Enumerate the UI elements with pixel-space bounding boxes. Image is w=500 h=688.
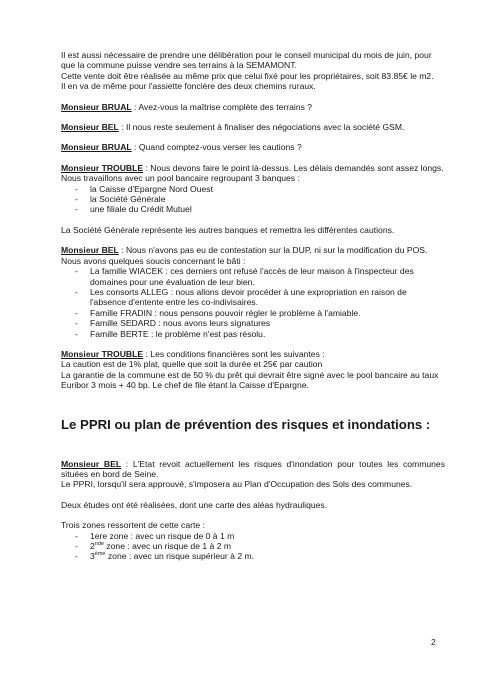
page-content xyxy=(61,50,445,562)
list-item: - la Caisse d'Epargne Nord Ouest xyxy=(75,184,445,194)
speaker-name: Monsieur BRUAL xyxy=(61,142,132,153)
speaker-name: Monsieur TROUBLE xyxy=(61,348,144,359)
caution-line: La caution est de 1% plat, quelle que soit la durée et 25€ par caution xyxy=(61,359,323,370)
banks-conclusion: La Société Générale représente les autres banques et remettra les différentes cautions. xyxy=(61,224,395,235)
list-item: - La famille WIACEK : ces derniers ont refusé l'accès de leur maison à l'inspecteur des domaines pour une évaluation de leur bien. xyxy=(75,266,445,287)
garantie-line: La garantie de la commune est de 50 % du prêt qui devrait être signé avec le pool bancaire au taux Euribor 3 mois + 40 bp. Le chef de file étant la Caisse d'Epargne. xyxy=(61,369,439,391)
zone-ordinal-suffix: ème xyxy=(94,551,106,558)
zone-ordinal: 1ere xyxy=(90,530,108,541)
intro-paragraph-3: Il en va de même pour l'assiette foncière des deux chemins ruraux. xyxy=(61,81,316,92)
exchange-text: : L'Etat revoit actuellement les risques d'inondation pour toutes les communes situées en bord de Seine. xyxy=(61,458,445,479)
exchange-brual-2 xyxy=(61,142,445,152)
exchange-text: : Il nous reste seulement à finaliser des négociations avec la société GSM. xyxy=(118,122,405,133)
zones-list xyxy=(61,531,445,562)
speaker-name: Monsieur BEL xyxy=(61,245,119,256)
page-number: 2 xyxy=(431,637,436,647)
list-item: - Famille BERTE : le problème n'est pas résolu. xyxy=(75,329,445,339)
exchange-text: : Quand comptez-vous verser les cautions ? xyxy=(131,142,302,153)
section-title: Le PPRI ou plan de prévention des risques et inondations : xyxy=(61,416,431,432)
list-item: - la Société Générale xyxy=(75,194,445,204)
exchange-text: : Nous n'avons pas eu de contestation sur la DUP, ni sur la modification du POS. xyxy=(118,245,428,256)
exchange-bel-2 xyxy=(61,245,445,255)
exchange-text: : Les conditions financières sont les suivantes : xyxy=(143,348,325,359)
intro-paragraph-2: Cette vente doit être réalisée au même prix que celui fixé pour les propriétaires, soit 83.85€ le m2. xyxy=(61,70,434,81)
banks-intro: Nous travaillons avec un pool bancaire regroupant 3 banques : xyxy=(61,173,300,184)
zone-ordinal: 3 xyxy=(90,551,95,562)
zone-text: zone : avec un risque de 1 à 2 m xyxy=(103,541,232,551)
exchange-trouble-2 xyxy=(61,349,445,359)
exchange-bel-3 xyxy=(61,459,445,480)
ppri-line: Le PPRI, lorsqu'il sera approuvé, s'imposera au Plan d'Occupation des Sols des communes. xyxy=(61,479,413,490)
list-item: - Famille FRADIN : nous pensons pouvoir régler le problème à l'amiable. xyxy=(75,308,445,318)
bati-list xyxy=(61,266,445,339)
list-item: - Les consorts ALLEG : nous allons devoir procéder à une expropriation en raison de l'absence d'entente entre les co-indivisaires. xyxy=(75,287,445,308)
speaker-name: Monsieur BEL xyxy=(61,122,119,133)
studies-line: Deux études ont été réalisées, dont une carte des aléas hydrauliques. xyxy=(61,499,328,510)
intro-paragraph-1: Il est aussi nécessaire de prendre une délibération pour le conseil municipal du mois de juin, pour que la commune puisse vendre ses terrains à la SEMAMONT. xyxy=(61,50,432,71)
exchange-text: : Avez-vous la maîtrise complète des terrains ? xyxy=(131,101,313,112)
list-item xyxy=(75,551,445,561)
banks-list xyxy=(61,184,445,215)
speaker-name: Monsieur BRUAL xyxy=(61,101,132,112)
exchange-trouble-1 xyxy=(61,163,445,173)
zone-text: zone : avec un risque supérieur à 2 m. xyxy=(105,551,255,562)
exchange-text: : Nous devons faire le point là-dessus. Les délais demandés sont assez longs. xyxy=(143,162,444,173)
list-item: - une filiale du Crédit Mutuel xyxy=(75,204,445,214)
zone-text: zone : avec un risque de 0 à 1 m xyxy=(107,530,235,541)
zone-ordinal-suffix: nde xyxy=(94,541,104,547)
zone-ordinal: 2 xyxy=(90,541,95,551)
zones-intro: Trois zones ressortent de cette carte : xyxy=(61,520,205,531)
speaker-name: Monsieur TROUBLE xyxy=(61,162,144,173)
list-item: - Famille SEDARD : nous avons leurs signatures xyxy=(75,318,445,328)
exchange-bel-1 xyxy=(61,122,445,132)
exchange-brual-1 xyxy=(61,102,445,112)
bati-intro: Nous avons quelques soucis concernant le bâti : xyxy=(61,255,246,266)
list-item xyxy=(75,531,445,541)
list-item xyxy=(75,541,445,551)
speaker-name: Monsieur BEL xyxy=(61,458,122,469)
